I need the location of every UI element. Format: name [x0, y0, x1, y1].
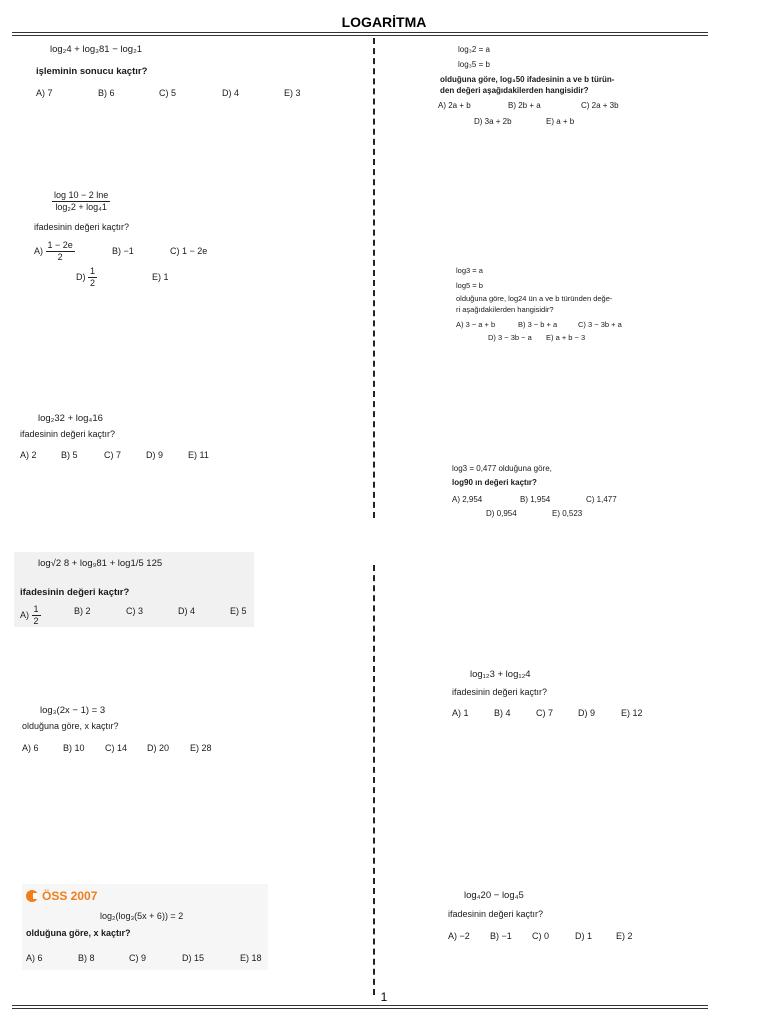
question-2-option-c: C) 1 − 2e	[170, 246, 208, 256]
option-e: E) 18	[240, 953, 262, 963]
question-1	[50, 44, 142, 56]
option-d-numerator: 1	[88, 266, 97, 278]
option-e: E) a + b	[546, 117, 575, 126]
option-a: A) 3 − a + b	[456, 320, 496, 329]
question-11-expression: log₄20 − log₄5	[464, 890, 524, 901]
question-11-prompt: ifadesinin değeri kaçtır?	[448, 909, 544, 919]
option-d: D) 4	[178, 606, 196, 616]
question-7-given-1: log₃2 = a	[458, 45, 490, 54]
question-2-option-d	[76, 266, 97, 290]
question-4-expression: log√2 8 + log₉81 + log1/5 125	[38, 558, 163, 569]
column-divider-lower	[373, 565, 375, 995]
question-3-expression: log₂32 + log₄16	[38, 413, 103, 424]
option-e: E) 0,523	[552, 509, 583, 518]
option-d: D) 20	[147, 743, 170, 753]
option-e: E) 2	[616, 931, 633, 941]
option-b: B) 4	[494, 708, 511, 718]
option-c: C) 7	[536, 708, 554, 718]
question-6-prompt: olduğuna göre, x kaçtır?	[26, 928, 131, 938]
option-b: B) 5	[61, 450, 78, 460]
option-b: B) 10	[63, 743, 85, 753]
question-9-prompt: log90 ın değeri kaçtır?	[452, 478, 537, 487]
option-d: D) 9	[578, 708, 596, 718]
option-b: B) 3 − b + a	[518, 320, 558, 329]
option-d: D) 9	[146, 450, 164, 460]
option-c: C) 7	[104, 450, 122, 460]
option-e: E) 11	[188, 450, 209, 460]
option-d: D) 15	[182, 953, 205, 963]
option-b: B) −1	[490, 931, 512, 941]
header-rule-bottom	[12, 35, 708, 36]
question-2-prompt: ifadesinin değeri kaçtır?	[34, 222, 130, 232]
option-a-label: A)	[20, 610, 29, 621]
option-a-denominator: 2	[57, 252, 63, 263]
option-a-numerator: 1	[32, 604, 41, 616]
option-e: E) 12	[621, 708, 643, 718]
question-1-prompt: işleminin sonucu kaçtır?	[36, 66, 148, 77]
header-rule-top	[12, 32, 708, 33]
question-8-given-2: log5 = b	[456, 281, 483, 290]
question-5-prompt: olduğuna göre, x kaçtır?	[22, 721, 119, 731]
question-5-expression: log₃(2x − 1) = 3	[40, 705, 106, 716]
option-d: D) 3 − 3b − a	[488, 333, 532, 342]
question-7-prompt-line-1: olduğuna göre, log₃50 ifadesinin a ve b türün-	[440, 75, 615, 84]
option-e: E) 28	[190, 743, 212, 753]
option-d-label: D)	[76, 272, 86, 283]
question-2-option-e: E) 1	[152, 272, 169, 282]
option-d: D) 3a + 2b	[474, 117, 512, 126]
footer-rule-top	[12, 1005, 708, 1006]
option-c: C) 5	[159, 88, 177, 98]
question-3-prompt: ifadesinin değeri kaçtır?	[20, 429, 116, 439]
option-a: A) 6	[22, 743, 39, 753]
question-10-prompt: ifadesinin değeri kaçtır?	[452, 687, 548, 697]
option-a-denominator: 2	[33, 616, 39, 627]
page-number: 1	[380, 990, 388, 1004]
question-7-given-2: log₃5 = b	[458, 60, 490, 69]
question-8-prompt-line-2: ri aşağıdakilerden hangisidir?	[456, 305, 554, 314]
option-d: D) 1	[575, 931, 593, 941]
question-2-denominator: log₂2 + log₄1	[55, 202, 107, 213]
badge-label: ÖSS 2007	[42, 889, 98, 903]
option-b: B) 1,954	[520, 495, 551, 504]
question-2-option-b: B) −1	[112, 246, 134, 256]
option-b: B) 2b + a	[508, 101, 541, 110]
option-a: A) −2	[448, 931, 470, 941]
question-4-option-a	[20, 604, 41, 628]
option-e: E) a + b − 3	[546, 333, 586, 342]
option-d-denominator: 2	[90, 278, 96, 289]
option-d: D) 0,954	[486, 509, 517, 518]
footer-rule-bottom	[12, 1008, 708, 1009]
option-b: B) 6	[98, 88, 115, 98]
page-title: LOGARİTMA	[341, 14, 427, 30]
question-10-expression: log₁₂3 + log₁₂4	[470, 669, 531, 680]
option-c: C) 3 − 3b + a	[578, 320, 622, 329]
badge-icon	[26, 890, 38, 902]
question-2-numerator: log 10 − 2 lne	[52, 190, 110, 202]
question-7-prompt-line-2: den değeri aşağıdakilerden hangisidir?	[440, 86, 589, 95]
option-c: C) 0	[532, 931, 550, 941]
option-a-label: A)	[34, 246, 43, 257]
option-c: C) 1,477	[586, 495, 617, 504]
option-a: A) 1	[452, 708, 469, 718]
option-e: E) 5	[230, 606, 247, 616]
option-b: B) 2	[74, 606, 91, 616]
option-a: A) 2a + b	[438, 101, 471, 110]
question-2-option-a	[34, 240, 75, 264]
option-b: B) 8	[78, 953, 95, 963]
option-e: E) 3	[284, 88, 301, 98]
option-d: D) 4	[222, 88, 240, 98]
question-9-given: log3 = 0,477 olduğuna göre,	[452, 464, 552, 473]
option-c: C) 2a + 3b	[581, 101, 619, 110]
option-a: A) 2,954	[452, 495, 483, 504]
question-2-expression	[52, 190, 110, 214]
option-c: C) 14	[105, 743, 128, 753]
question-6-expression: log₂(log₃(5x + 6)) = 2	[100, 911, 184, 921]
exam-badge	[26, 889, 97, 903]
option-a-numerator: 1 − 2e	[46, 240, 75, 252]
column-divider-upper	[373, 38, 375, 518]
option-a: A) 7	[36, 88, 53, 98]
option-c: C) 9	[129, 953, 147, 963]
question-1-expression: log₂4 + log₃81 − log₂1	[50, 44, 143, 55]
option-a: A) 2	[20, 450, 37, 460]
question-8-given-1: log3 = a	[456, 266, 483, 275]
option-c: C) 3	[126, 606, 144, 616]
option-a: A) 6	[26, 953, 43, 963]
question-8-prompt-line-1: olduğuna göre, log24 ün a ve b türünden değe-	[456, 294, 613, 303]
question-4-prompt: ifadesinin değeri kaçtır?	[20, 587, 130, 598]
